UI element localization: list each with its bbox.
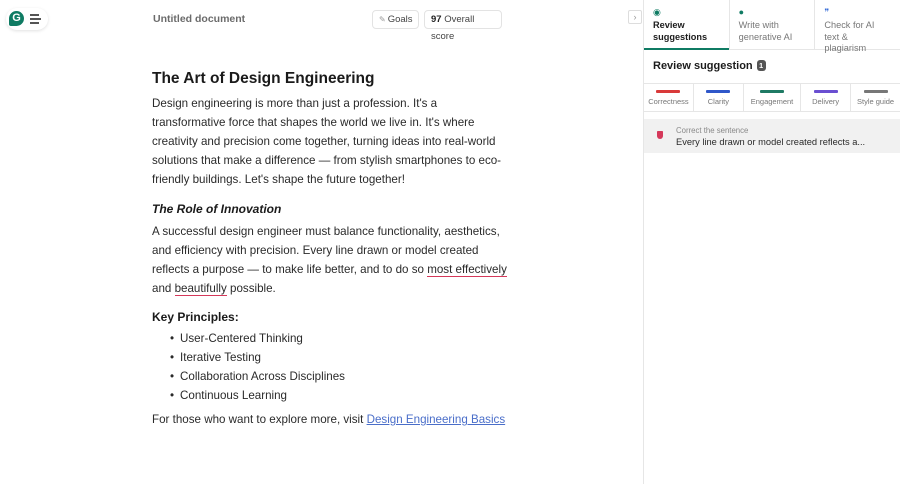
category-clarity[interactable]: Clarity [694, 84, 744, 111]
tab-review-suggestions[interactable]: ◉ Review suggestions [644, 0, 730, 49]
category-filters [644, 84, 900, 112]
lightbulb-icon: ● [738, 7, 745, 17]
goals-label: Goals [387, 14, 413, 25]
document-title[interactable]: Untitled document [153, 13, 246, 25]
list-item: • User-Centered Thinking [170, 329, 512, 348]
target-icon: ✎ [379, 15, 386, 24]
quote-icon: ❞ [824, 7, 830, 17]
tab-ai-plagiarism[interactable]: ❞ Check for AI text & plagiarism [815, 0, 900, 49]
section-paragraph: A successful design engineer must balance functionality, aesthetics, and efficiency with precision. Every line drawn or model created reflects a purpose — to make life better, and to do so most effectively and beautifully possible. [152, 225, 507, 295]
suggestion-title: Correct the sentence [676, 126, 749, 135]
sidebar-tabs [644, 0, 900, 53]
category-style-guide[interactable]: Style guide [851, 84, 900, 111]
suggestion-count-badge: 1 [757, 60, 766, 71]
correctness-shield-icon [657, 131, 663, 139]
grammarly-logo-icon[interactable]: G [9, 11, 24, 26]
menu-icon[interactable] [30, 14, 42, 24]
suggestion-description: Every line drawn or model created reflects a... [676, 137, 866, 147]
design-engineering-basics-link[interactable]: Design Engineering Basics [366, 413, 506, 426]
suggestion-card[interactable] [644, 119, 900, 153]
category-correctness[interactable]: Correctness [644, 84, 694, 111]
flagged-text[interactable]: beautifully [174, 282, 227, 295]
grammarly-icon: ◉ [653, 7, 661, 17]
principles-list [152, 329, 512, 405]
section-heading: The Role of Innovation [152, 202, 282, 216]
closing-paragraph: For those who want to explore more, visit Design Engineering Basics [152, 413, 506, 426]
assistant-sidebar [643, 0, 900, 484]
principles-heading: Key Principles: [152, 310, 239, 324]
review-suggestion-header: Review suggestion 1 [644, 50, 900, 84]
goals-button[interactable] [372, 10, 419, 29]
chevron-right-icon[interactable]: › [628, 10, 642, 24]
app-menu-pill[interactable] [6, 8, 48, 30]
list-item: • Iterative Testing [170, 348, 512, 367]
list-item: • Collaboration Across Disciplines [170, 367, 512, 386]
category-delivery[interactable]: Delivery [801, 84, 851, 111]
category-engagement[interactable]: Engagement [744, 84, 801, 111]
document-heading: The Art of Design Engineering [152, 70, 375, 87]
tab-generative-ai[interactable]: ● Write with generative AI [730, 0, 816, 49]
list-item: • Continuous Learning [170, 386, 512, 405]
overall-score-button[interactable] [424, 10, 502, 42]
flagged-text[interactable]: most effectively [427, 263, 507, 276]
score-label: Overall score [431, 14, 475, 42]
intro-paragraph: Design engineering is more than just a profession. It's a transformative force that shapes the world we live in. It's where creativity and precision come together, turning ideas into real-world solutions that make a difference — from stylish smartphones to eco-friendly buildings. Let's shape the future together! [152, 97, 502, 186]
document-content[interactable] [152, 70, 512, 429]
score-value: 97 [431, 14, 442, 25]
